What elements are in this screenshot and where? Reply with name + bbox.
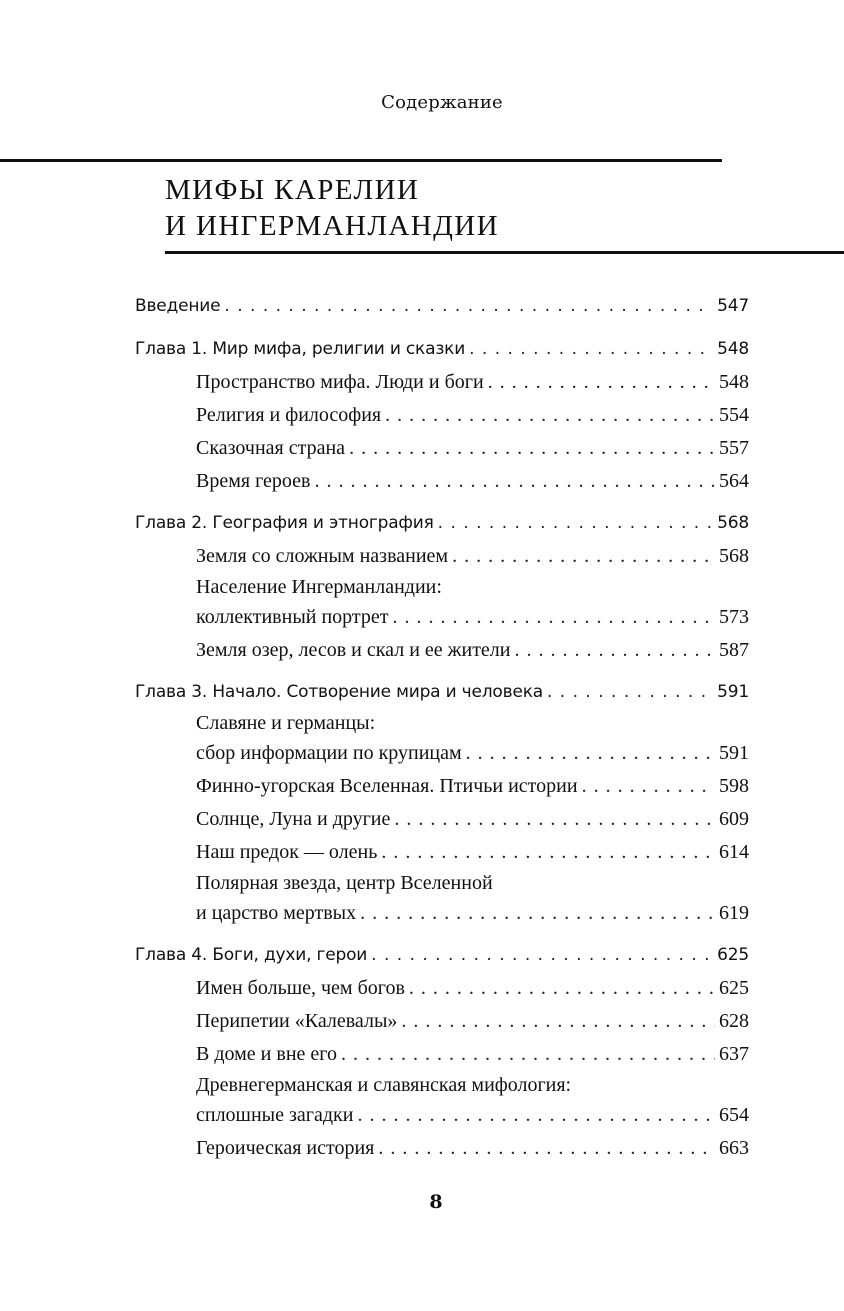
toc-entry[interactable]: [135, 1038, 749, 1071]
dot-leader: [547, 676, 713, 709]
toc-entry[interactable]: [135, 540, 749, 573]
toc-entry[interactable]: [135, 803, 749, 836]
toc-page-number: 557: [719, 437, 749, 459]
section-title: [165, 172, 499, 244]
dot-leader: [314, 465, 715, 498]
toc-entry-title: Введение: [135, 296, 221, 316]
toc-entry[interactable]: [135, 1005, 749, 1038]
running-head: Содержание: [381, 92, 503, 113]
dot-leader: [224, 290, 713, 323]
toc-entry[interactable]: [135, 399, 749, 432]
toc-page-number: 548: [717, 339, 749, 359]
toc-page-number: 554: [719, 404, 749, 426]
section-title-line: МИФЫ КАРЕЛИИ: [165, 174, 420, 206]
toc-chapter-title: Глава 1. Мир мифа, религии и сказки: [135, 339, 466, 359]
toc-chapter-title: Глава 4. Боги, духи, герои: [135, 945, 368, 965]
toc-entry-title: Земля со сложным названием: [196, 545, 449, 567]
toc-entry-title: Героическая история: [196, 1137, 375, 1159]
top-rule: [0, 159, 722, 162]
toc-entry[interactable]: [135, 366, 749, 399]
toc-entry[interactable]: [135, 634, 749, 667]
toc-page-number: 598: [719, 775, 749, 797]
toc-entry-title-first-line: Население Ингерманландии:: [196, 576, 442, 598]
toc-page-number: 663: [719, 1137, 749, 1159]
dot-leader: [409, 972, 715, 1005]
toc-page-number: 591: [717, 682, 749, 702]
toc-page-number: 625: [717, 945, 749, 965]
toc-page-number: 591: [719, 742, 749, 764]
toc-chapter[interactable]: [135, 333, 749, 366]
toc-entry-title: Сказочная страна: [196, 437, 346, 459]
toc-entry-title: коллективный портрет: [196, 606, 389, 628]
toc-page-number: 654: [719, 1104, 749, 1126]
dot-leader: [360, 897, 715, 930]
dot-leader: [401, 1005, 715, 1038]
toc-entry[interactable]: [135, 737, 749, 770]
toc-chapter[interactable]: [135, 676, 749, 709]
toc-page-number: 628: [719, 1010, 749, 1032]
toc-page-number: 614: [719, 841, 749, 863]
toc-entry-title: Земля озер, лесов и скал и ее жители: [196, 639, 511, 661]
toc-chapter[interactable]: [135, 939, 749, 972]
toc-entry-title: и царство мертвых: [196, 902, 357, 924]
dot-leader: [385, 399, 715, 432]
chapter-list: [135, 333, 749, 1165]
toc-entry[interactable]: [135, 836, 749, 869]
dot-leader: [381, 836, 715, 869]
toc-page-number: 619: [719, 902, 749, 924]
toc-entry[interactable]: [135, 770, 749, 803]
dot-leader: [469, 333, 713, 366]
page-number: 8: [429, 1191, 443, 1213]
toc-chapter-title: Глава 2. География и этнография: [135, 513, 434, 533]
toc-intro[interactable]: [135, 290, 749, 323]
dot-leader: [452, 540, 715, 573]
toc-page-number: 548: [719, 371, 749, 393]
dot-leader: [582, 770, 715, 803]
dot-leader: [438, 507, 713, 540]
toc-entry-title: Наш предок — олень: [196, 841, 378, 863]
toc-entry-title: Время героев: [196, 470, 311, 492]
toc-chapter[interactable]: [135, 507, 749, 540]
toc-entry-title: В доме и вне его: [196, 1043, 337, 1065]
dot-leader: [349, 432, 715, 465]
toc-entry-title: Перипетии «Калевалы»: [196, 1010, 398, 1032]
dot-leader: [371, 939, 713, 972]
toc-entry[interactable]: [135, 601, 749, 634]
toc-entry-title: Солнце, Луна и другие: [196, 808, 391, 830]
toc-entry-title: сплошные загадки: [196, 1104, 354, 1126]
dot-leader: [393, 601, 716, 634]
toc-page-number: 587: [719, 639, 749, 661]
table-of-contents: [135, 290, 749, 1165]
toc-entry[interactable]: [135, 1132, 749, 1165]
dot-leader: [488, 366, 715, 399]
dot-leader: [394, 803, 715, 836]
dot-leader: [341, 1038, 715, 1071]
toc-entry[interactable]: [135, 1099, 749, 1132]
toc-page-number: 568: [717, 513, 749, 533]
toc-entry[interactable]: [135, 432, 749, 465]
toc-entry-title: Имен больше, чем богов: [196, 977, 405, 999]
toc-chapter-title: Глава 3. Начало. Сотворение мира и человека: [135, 682, 543, 702]
dot-leader: [466, 737, 715, 770]
toc-entry-title-first-line: Полярная звезда, центр Вселенной: [196, 872, 493, 894]
toc-entry[interactable]: [135, 465, 749, 498]
toc-page-number: 609: [719, 808, 749, 830]
toc-page-number: 573: [719, 606, 749, 628]
toc-entry-title: Финно-угорская Вселенная. Птичьи истории: [196, 775, 578, 797]
toc-page-number: 547: [717, 296, 749, 316]
toc-page-number: 568: [719, 545, 749, 567]
toc-page-number: 564: [719, 470, 749, 492]
bottom-rule: [165, 251, 844, 254]
toc-entry[interactable]: [135, 897, 749, 930]
toc-entry-title: Пространство мифа. Люди и боги: [196, 371, 484, 393]
toc-entry[interactable]: [135, 972, 749, 1005]
dot-leader: [378, 1132, 715, 1165]
toc-page-number: 637: [719, 1043, 749, 1065]
toc-entry-title: сбор информации по крупицам: [196, 742, 462, 764]
toc-entry-title-first-line: Древнегерманская и славянская мифология:: [196, 1074, 572, 1096]
toc-entry-title-first-line: Славяне и германцы:: [196, 712, 376, 734]
section-title-line: И ИНГЕРМАНЛАНДИИ: [165, 210, 499, 242]
dot-leader: [357, 1099, 715, 1132]
dot-leader: [515, 634, 716, 667]
toc-entry-title: Религия и философия: [196, 404, 382, 426]
toc-page-number: 625: [719, 977, 749, 999]
